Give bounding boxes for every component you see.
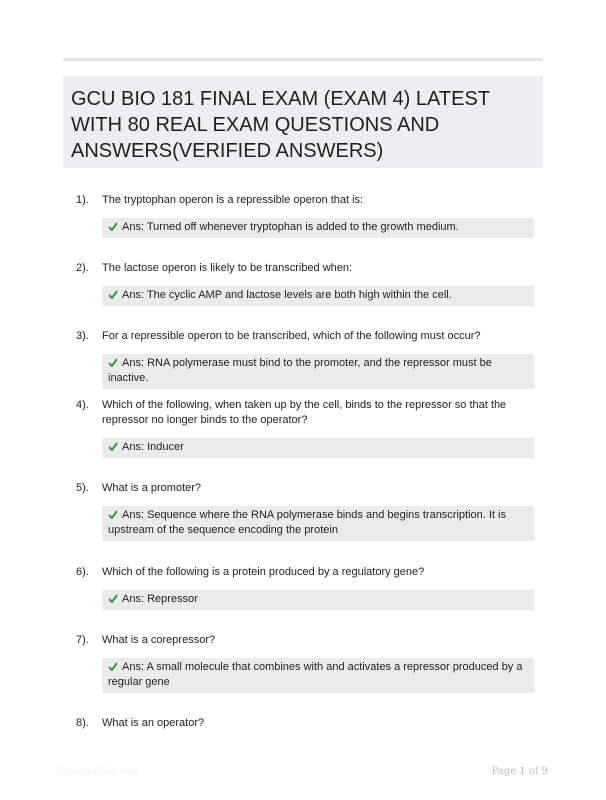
question-text: For a repressible operon to be transcribed, which of the following must occur? [102,330,481,342]
answer-box [102,658,534,693]
question-number: 6). [76,566,89,578]
page-number: Page 1 of 9 [491,766,548,777]
question-text: The tryptophan operon is a repressible operon that is: [102,194,364,206]
question-number: 5). [76,482,89,494]
checkmark-icon [108,358,118,367]
question-text: What is a promoter? [102,482,202,494]
answer-text: Ans: RNA polymerase must bind to the promoter, and the repressor must be inactive. [108,357,492,384]
checkmark-icon [108,290,118,299]
title-banner [63,76,543,168]
question-text: Which of the following is a protein produced by a regulatory gene? [102,566,425,578]
checkmark-icon [108,222,118,231]
question-number: 4). [76,399,89,411]
question-text: The lactose operon is likely to be transcribed when: [102,262,353,274]
question-text: Which of the following, when taken up by the cell, binds to the repressor so that the repressor no longer binds to the operator? [102,399,507,426]
checkmark-icon [108,662,118,671]
question-text: What is a corepressor? [102,634,216,646]
question-number: 1). [76,194,89,206]
answer-box [102,438,534,458]
answer-text: Ans: Sequence where the RNA polymerase binds and begins transcription. It is upstream of the sequence encoding the protein [108,509,506,536]
top-divider [63,58,543,61]
answer-text: Ans: Turned off whenever tryptophan is added to the growth medium. [122,221,459,233]
document-title: GCU BIO 181 FINAL EXAM (EXAM 4) LATEST WITH 80 REAL EXAM QUESTIONS AND ANSWERS(VERIFIED ANSWERS) [71,88,490,162]
answer-text: Ans: Repressor [122,593,198,605]
question-text: What is an operator? [102,717,205,729]
question-number: 3). [76,330,89,342]
answer-box [102,286,534,306]
answer-box [102,506,534,541]
answer-box [102,354,534,389]
answer-box [102,590,534,610]
checkmark-icon [108,442,118,451]
answer-text: Ans: The cyclic AMP and lactose levels are both high within the cell. [122,289,452,301]
answer-text: Ans: Inducer [122,441,184,453]
answer-box [102,218,534,238]
checkmark-icon [108,510,118,519]
footer-watermark: Papertrailbio.com [57,767,139,777]
answer-text: Ans: A small molecule that combines with and activates a repressor produced by a regular gene [108,661,523,688]
question-number: 7). [76,634,89,646]
question-number: 2). [76,262,89,274]
checkmark-icon [108,594,118,603]
question-number: 8). [76,717,89,729]
